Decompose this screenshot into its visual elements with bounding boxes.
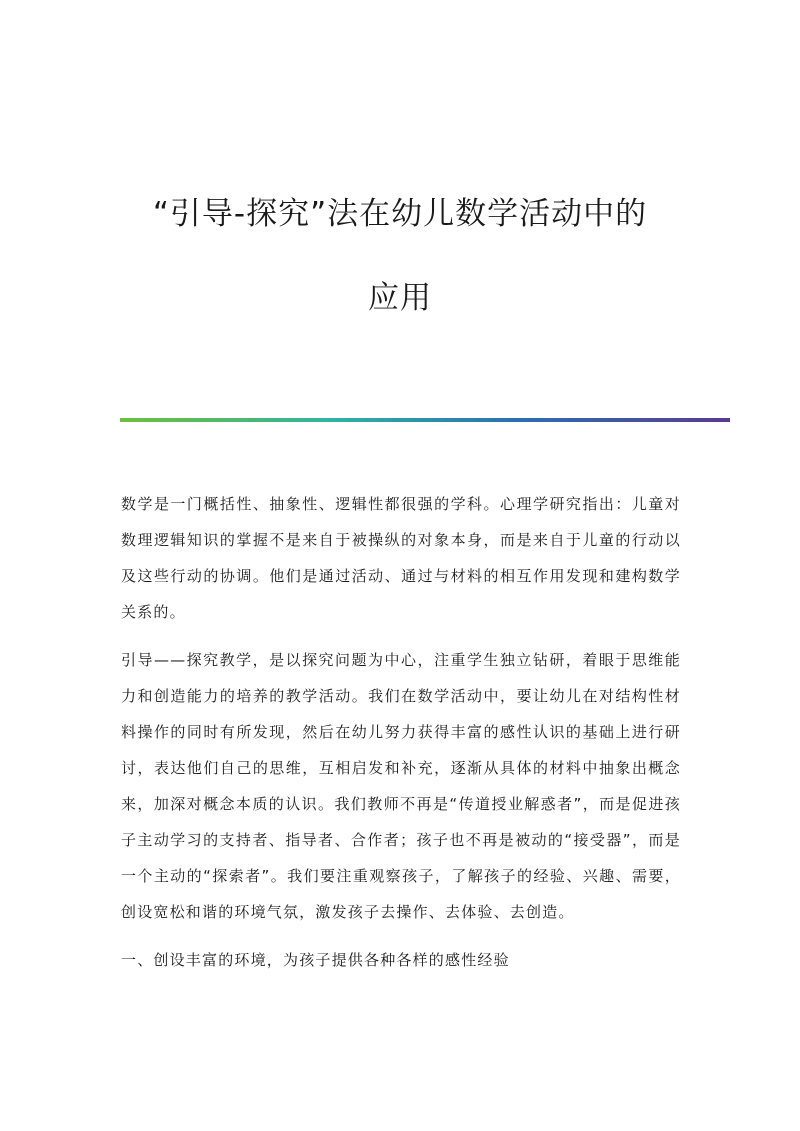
paragraph-intro: 数学是一门概括性、抽象性、逻辑性都很强的学科。心理学研究指出：儿童对数理逻辑知识的掌握不是来自于被操纵的对象本身，而是来自于儿童的行动以及这些行动的协调。他们是通过活动、通过与材料的相互作用发现和建构数学关系的。 — [121, 495, 681, 621]
paragraph-guided-inquiry: 引导——探究教学，是以探究问题为中心，注重学生独立钻研，着眼于思维能力和创造能力的培养的教学活动。我们在数学活动中，要让幼儿在对结构性材料操作的同时有所发现，然后在幼儿努力获得丰富的感性认识的基础上进行研讨，表达他们自己的思维，互相启发和补充，逐渐从具体的材料中抽象出概念来，加深对概念本质的认识。我们教师不再是“传道授业解惑者”，而是促进孩子主动学习的支持者、指导者、合作者；孩子也不再是被动的“接受器”，而是一个主动的“探索者”。我们要注重观察孩子，了解孩子的经验、兴趣、需要，创设宽松和谐的环境气氛，激发孩子去操作、去体验、去创造。 — [121, 651, 681, 921]
title-divider-rule — [120, 418, 730, 422]
document-title-line-1: “引导-探究”法在幼儿数学活动中的 — [152, 196, 648, 232]
document-body — [121, 486, 681, 978]
section-heading: 一、创设丰富的环境，为孩子提供各种各样的感性经验 — [121, 951, 510, 969]
document-title-line-2: 应用 — [368, 280, 432, 316]
